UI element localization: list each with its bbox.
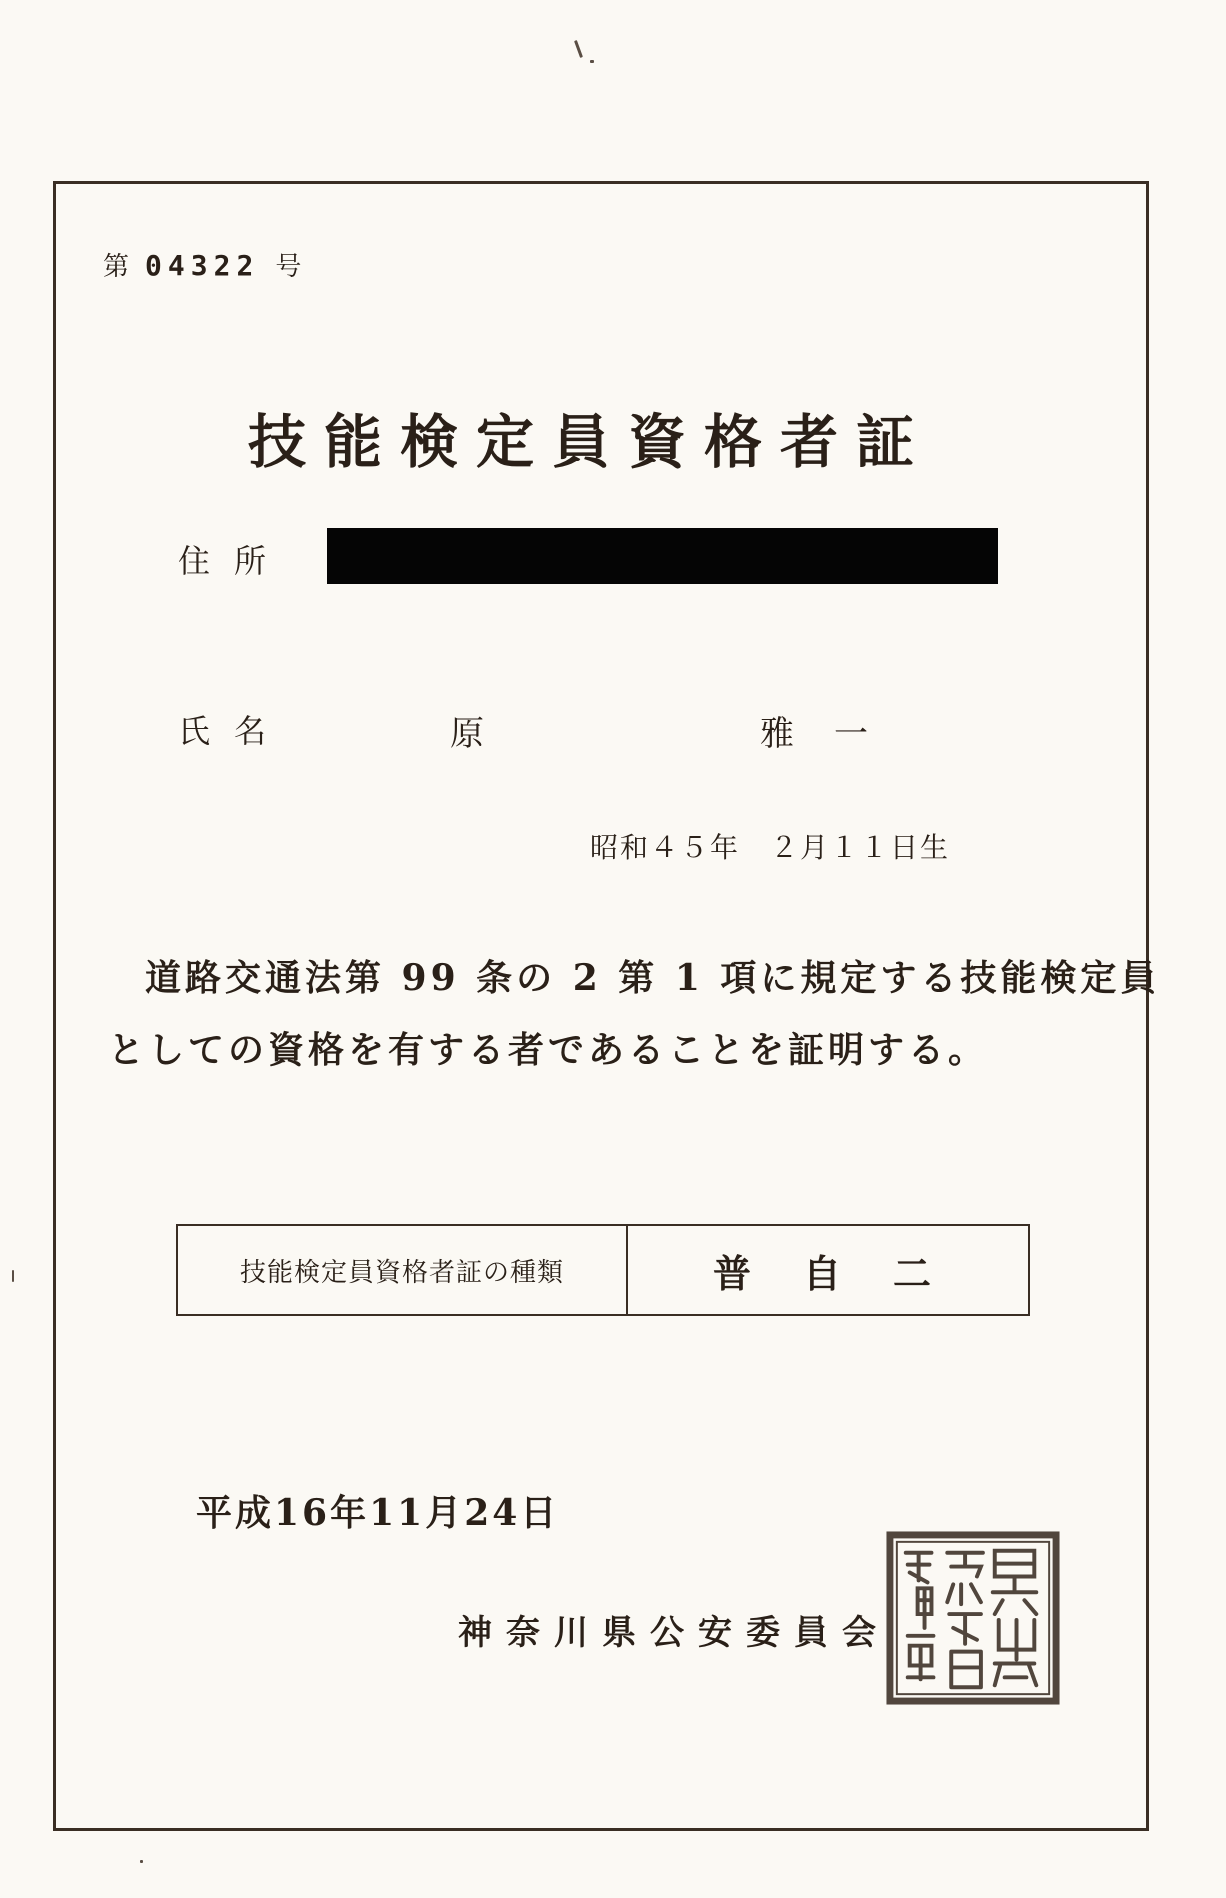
paper-speck [12,1270,14,1282]
issuer-name: 神奈川県公安委員会 [458,1613,890,1653]
name-label: 氏名 [178,712,291,750]
statement-line-1: 道路交通法第 99 条の 2 第 1 項に規定する技能検定員 [145,957,1161,999]
family-name: 原 [450,714,484,754]
number-suffix: 号 [275,252,302,282]
certificate-type-table [176,1224,1030,1316]
statement-line-2: としての資格を有する者であることを証明する。 [108,1029,989,1071]
paper-speck [590,60,594,63]
birth-date: 昭和４５年 ２月１１日生 [590,831,951,864]
official-seal-icon [884,1529,1062,1707]
number-prefix: 第 [103,252,130,282]
number-value: 04322 [145,249,260,282]
given-name: 雅一 [760,714,908,754]
address-label: 住所 [178,542,291,580]
paper-speck [574,40,583,58]
certificate-title: 技能検定員資格者証 [248,408,933,476]
certificate-number [103,246,301,283]
type-label: 技能検定員資格者証の種類 [178,1226,628,1314]
paper-speck [140,1860,143,1863]
type-value: 普自二 [712,1250,983,1296]
issue-date: 平成16年11月24日 [196,1492,560,1534]
address-redaction [327,528,998,584]
